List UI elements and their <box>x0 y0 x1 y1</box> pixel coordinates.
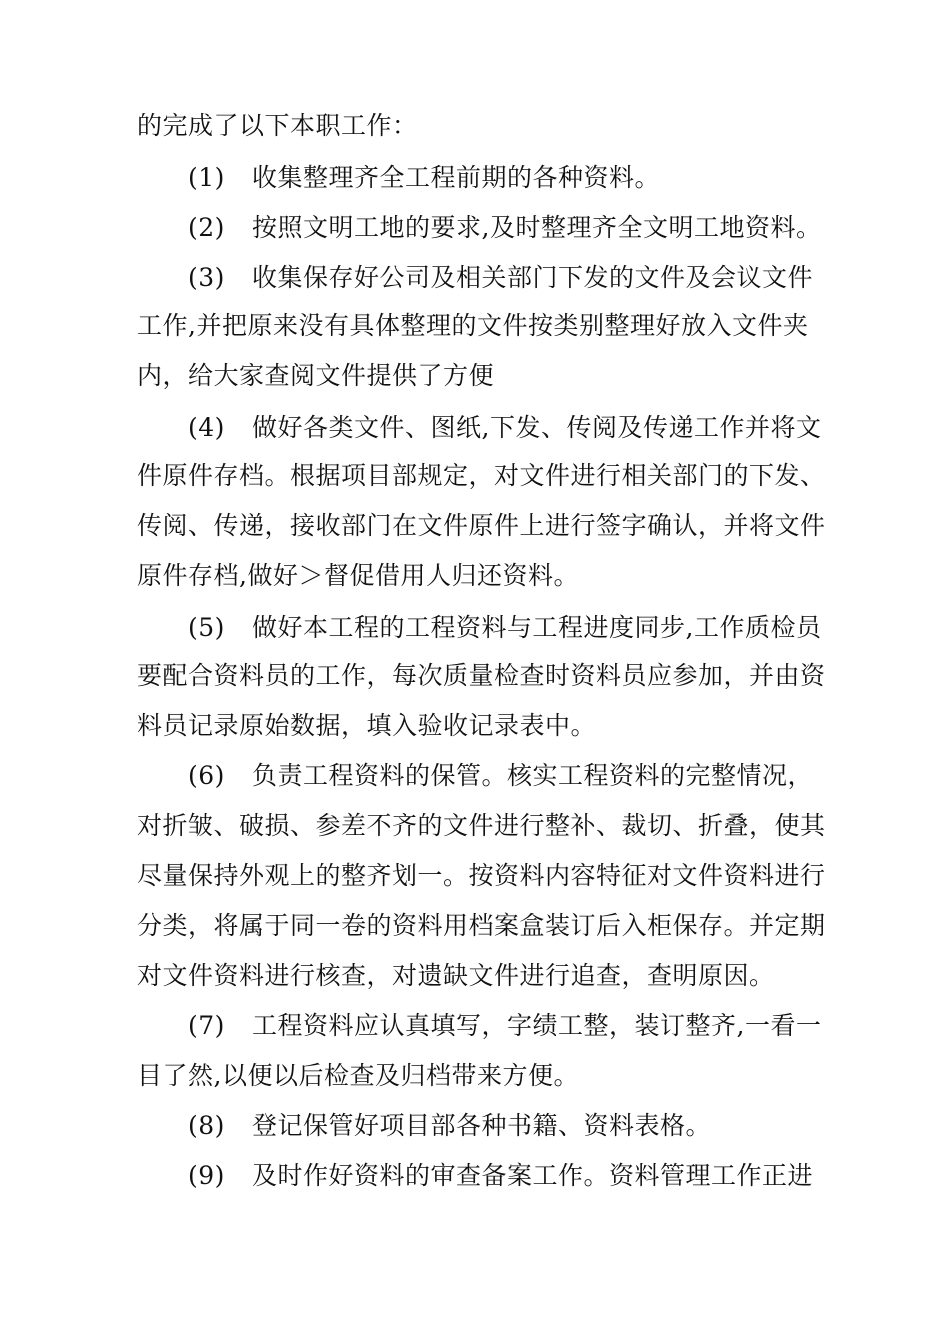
line-text: 尽量保持外观上的整齐划一。按资料内容特征对文件资料进行 <box>137 861 826 890</box>
list-item <box>188 158 888 198</box>
line-text: 及时作好资料的审查备案工作。资料管理工作正进 <box>252 1161 814 1190</box>
line-text: 收集整理齐全工程前期的各种资料。 <box>252 163 661 192</box>
item-number: (8) <box>188 1111 225 1140</box>
list-item <box>188 1156 888 1196</box>
text-line <box>137 556 837 596</box>
list-item <box>188 756 888 796</box>
text-line <box>137 856 837 896</box>
list-item <box>188 1006 888 1046</box>
text-line <box>137 706 837 746</box>
line-text: 分类，将属于同一卷的资料用档案盒装订后入柜保存。并定期 <box>137 911 826 940</box>
item-number: (7) <box>188 1011 225 1040</box>
text-line <box>137 456 837 496</box>
text-line <box>137 956 837 996</box>
line-text: 内，给大家查阅文件提供了方便 <box>137 361 495 390</box>
line-text: 做好各类文件、图纸,下发、传阅及传递工作并将文 <box>252 413 822 442</box>
text-line <box>137 906 837 946</box>
line-text: 按照文明工地的要求,及时整理齐全文明工地资料。 <box>252 213 822 242</box>
item-number: (6) <box>188 761 225 790</box>
text-line <box>137 106 837 146</box>
line-text: 收集保存好公司及相关部门下发的文件及会议文件 <box>252 263 814 292</box>
line-text: 要配合资料员的工作，每次质量检查时资料员应参加，并由资 <box>137 661 826 690</box>
text-line <box>137 306 837 346</box>
text-line <box>137 806 837 846</box>
line-text: 件原件存档。根据项目部规定，对文件进行相关部门的下发、 <box>137 461 826 490</box>
item-number: (4) <box>188 413 225 442</box>
line-text: 对文件资料进行核查，对遗缺文件进行追查，查明原因。 <box>137 961 775 990</box>
text-line <box>137 506 837 546</box>
list-item <box>188 1106 888 1146</box>
line-text: 目了然,以便以后检查及归档带来方便。 <box>137 1061 579 1090</box>
list-item <box>188 258 888 298</box>
line-text: 的完成了以下本职工作： <box>137 111 418 140</box>
item-number: (1) <box>188 163 225 192</box>
text-line <box>137 1056 837 1096</box>
line-text: 料员记录原始数据，填入验收记录表中。 <box>137 711 597 740</box>
line-text: 做好本工程的工程资料与工程进度同步,工作质检员 <box>252 613 822 642</box>
text-line <box>137 356 837 396</box>
item-number: (2) <box>188 213 225 242</box>
list-item <box>188 408 888 448</box>
line-text: 登记保管好项目部各种书籍、资料表格。 <box>252 1111 712 1140</box>
item-number: (5) <box>188 613 225 642</box>
item-number: (3) <box>188 263 225 292</box>
list-item <box>188 208 888 248</box>
line-text: 负责工程资料的保管。核实工程资料的完整情况， <box>252 761 814 790</box>
text-line <box>137 656 837 696</box>
item-number: (9) <box>188 1161 225 1190</box>
line-text: 传阅、传递，接收部门在文件原件上进行签字确认，并将文件 <box>137 511 826 540</box>
list-item <box>188 608 888 648</box>
line-text: 工程资料应认真填写，字绩工整，装订整齐,一看一 <box>252 1011 822 1040</box>
line-text: 对折皱、破损、参差不齐的文件进行整补、裁切、折叠，使其 <box>137 811 826 840</box>
line-text: 原件存档,做好＞督促借用人归还资料。 <box>137 561 579 590</box>
line-text: 工作,并把原来没有具体整理的文件按类别整理好放入文件夹 <box>137 311 809 340</box>
